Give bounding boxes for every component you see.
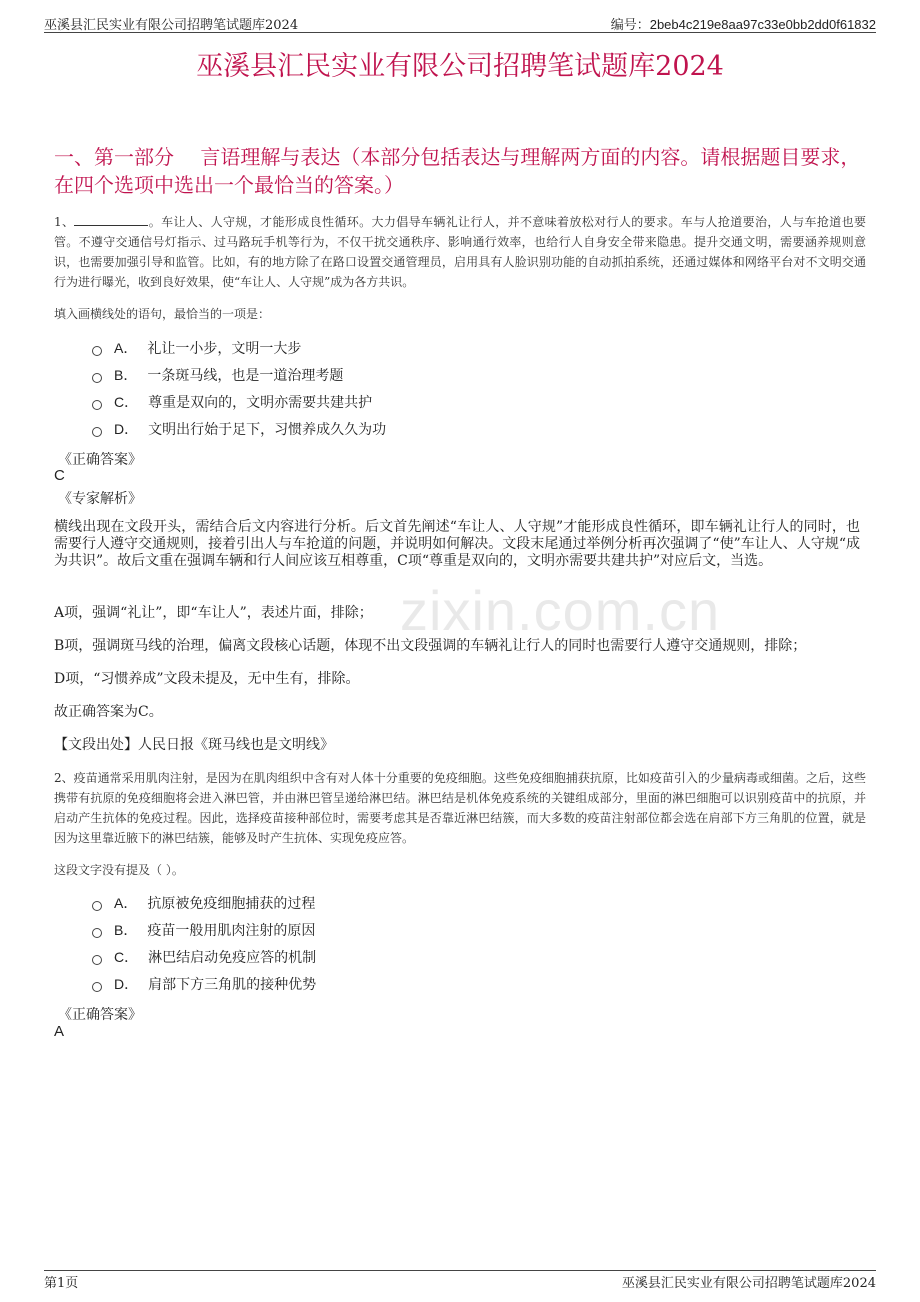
radio-icon[interactable] — [92, 928, 102, 938]
radio-icon[interactable] — [92, 346, 102, 356]
option-letter: A． — [114, 340, 138, 356]
answer-label: 《正确答案》 — [58, 1007, 142, 1023]
radio-icon[interactable] — [92, 901, 102, 911]
option-letter: B． — [114, 922, 138, 938]
analysis-paragraph: B项，强调斑马线的治理，偏离文段核心话题，体现不出文段强调的车辆礼让行人的同时也需要行人遵守交通规则，排除； — [54, 638, 807, 654]
option-c[interactable] — [92, 392, 372, 412]
analysis-label: 《专家解析》 — [58, 491, 142, 507]
footer-divider — [44, 1270, 876, 1271]
option-letter: D． — [114, 421, 139, 437]
source-citation: 【文段出处】人民日报《斑马线也是文明线》 — [54, 737, 334, 753]
section-heading: 一、第一部分 言语理解与表达（本部分包括表达与理解两方面的内容。请根据题目要求，在四个选项中选出一个最恰当的答案。） — [54, 145, 861, 197]
answer-value: C — [54, 467, 65, 484]
radio-icon[interactable] — [92, 955, 102, 965]
code-value: 2beb4c219e8aa97c33e0bb2dd0f61832 — [649, 17, 876, 32]
option-a[interactable] — [92, 893, 315, 913]
header-divider — [44, 32, 876, 33]
answer-label: 《正确答案》 — [58, 452, 142, 468]
option-letter: A． — [114, 895, 138, 911]
option-letter: D． — [114, 976, 139, 992]
answer-value: A — [54, 1023, 65, 1040]
header-doc-code — [611, 14, 876, 33]
option-letter: B． — [114, 367, 138, 383]
option-d[interactable] — [92, 974, 316, 994]
page-title: 巫溪县汇民实业有限公司招聘笔试题库2024 — [196, 51, 724, 82]
question-2-prompt: 这段文字没有提及（ ）。 — [54, 863, 184, 877]
option-d[interactable] — [92, 419, 386, 439]
analysis-paragraph: A项，强调“礼让”，即“车让人”，表述片面，排除； — [54, 605, 373, 621]
code-label: 编号： — [610, 18, 650, 33]
option-text: 礼让一小步，文明一大步 — [147, 341, 302, 357]
option-text: 肩部下方三角肌的接种优势 — [148, 977, 317, 993]
question-body: 。车让人、人守规，才能形成良性循环。大力倡导车辆礼让行人，并不意味着放松对行人的要求。车与人抢道要治，人与车抢道也要管。不遵守交通信号灯指示、过马路玩手机等行为，不仅干扰交通秩序、影响通行效率，也给行人自身安全带来隐患。提升交通文明，需要涵养规则意识，也需要加强引导和监管。比如，有的地方除了在路口设置交通管理员，启用具有人脸识别功能的自动抓拍系统，还通过媒体和网络平台对不文明交通行为进行曝光，收到良好效果，使“车让人、人守规”成为各方共识。 — [54, 215, 866, 289]
footer-page-number: 第1页 — [44, 1276, 79, 1291]
option-b[interactable] — [92, 365, 343, 385]
option-letter: C． — [114, 394, 139, 410]
option-text: 淋巴结启动免疫应答的机制 — [148, 950, 317, 966]
footer-doc-title: 巫溪县汇民实业有限公司招聘笔试题库2024 — [621, 1276, 876, 1291]
option-text: 文明出行始于足下，习惯养成久久为功 — [148, 422, 387, 438]
fill-blank — [74, 212, 148, 226]
analysis-paragraph: D项，“习惯养成”文段未提及，无中生有，排除。 — [54, 671, 360, 687]
question-1-prompt: 填入画横线处的语句，最恰当的一项是： — [54, 307, 271, 321]
radio-icon[interactable] — [92, 400, 102, 410]
radio-icon[interactable] — [92, 982, 102, 992]
question-body: 疫苗通常采用肌肉注射，是因为在肌肉组织中含有对人体十分重要的免疫细胞。这些免疫细胞捕获抗原，比如疫苗引入的少量病毒或细菌。之后，这些携带有抗原的免疫细胞将会进入淋巴管，并由淋巴管呈递给淋巴结。淋巴结是机体免疫系统的关键组成部分，里面的淋巴细胞可以识别疫苗中的抗原，并启动产生抗体的免疫过程。因此，选择疫苗接种部位时，需要考虑其是否靠近淋巴结簇，而大多数的疫苗注射部位都会选在肩部下方三角肌的位置，就是因为这里靠近腋下的淋巴结簇，能够及时产生抗体、实现免疫应答。 — [54, 771, 866, 845]
option-text: 疫苗一般用肌肉注射的原因 — [147, 923, 316, 939]
option-letter: C． — [114, 949, 139, 965]
option-text: 抗原被免疫细胞捕获的过程 — [147, 896, 316, 912]
question-1-text — [54, 212, 866, 292]
radio-icon[interactable] — [92, 427, 102, 437]
option-text: 一条斑马线，也是一道治理考题 — [147, 368, 344, 384]
question-2-text — [54, 768, 866, 848]
watermark: zixin.com.cn — [400, 579, 721, 642]
analysis-paragraph: 故正确答案为C。 — [54, 704, 163, 720]
question-number: 2、 — [54, 771, 74, 785]
option-text: 尊重是双向的，文明亦需要共建共护 — [148, 395, 373, 411]
option-b[interactable] — [92, 920, 315, 940]
analysis-paragraph: 横线出现在文段开头，需结合后文内容进行分析。后文首先阐述“车让人、人守规”才能形成良性循环，即车辆礼让行人的同时，也需要行人遵守交通规则，接着引出人与车抢道的问题，并说明如何解决。文段末尾通过举例分析再次强调了“使”车让人、人守规“成为共识”。故后文重在强调车辆和行人间应该互相尊重，C项“尊重是双向的，文明亦需要共建共护”对应后文，当选。 — [54, 519, 860, 569]
option-a[interactable] — [92, 338, 301, 358]
question-number: 1、 — [54, 215, 75, 229]
option-c[interactable] — [92, 947, 316, 967]
header-doc-title: 巫溪县汇民实业有限公司招聘笔试题库2024 — [44, 18, 299, 33]
radio-icon[interactable] — [92, 373, 102, 383]
